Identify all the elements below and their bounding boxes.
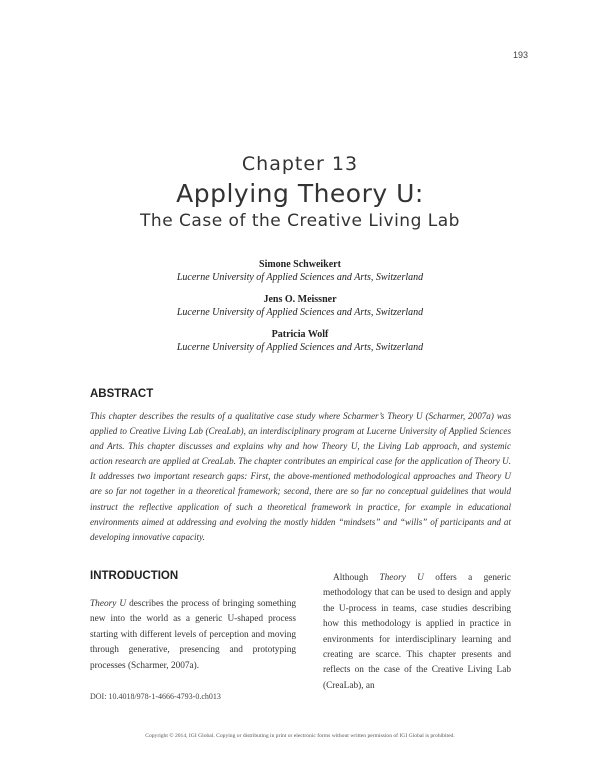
author-block (0, 293, 600, 319)
author-block (0, 328, 600, 354)
introduction-left-text: describes the process of bringing something new into the world as a generic U-shaped process starting with different levels of perception and moving through generative, presencing and prototyping processes (Scharmer, 2007a). (90, 599, 296, 671)
abstract-text: This chapter describes the results of a qualitative case study where Scharmer’s Theory U (Scharmer, 2007a) was applied to Creative Living Lab (CreaLab), an interdisciplinary program at Lucerne University of Applied Sciences and Arts. This chapter discusses and explains why and how Theory U, the Living Lab approach, and systemic action research are applied at CreaLab. The chapter contributes an empirical case for the application of Theory U. It addresses two important research gaps: First, the above-mentioned methodological approaches and Theory U are so far not together in a theoretical framework; second, there are so far no conceptual guidelines that would instruct the reflective application of such a theoretical framework in practice, for example in educational environments aimed at addressing and evolving the mostly hidden “mindsets” and “wills” of participants and at developing innovative capacity. (90, 411, 511, 542)
author-name: Jens O. Meissner (263, 294, 337, 305)
introduction-right-text: offers a generic methodology that can be used to design and apply the U-process in teams, case studies describing how this methodology is applied in practice in environments for interdisciplinary learning and creating are scarce. This chapter presents and reflects on the case of the Creative Living Lab (CreaLab), an (323, 573, 511, 691)
abstract-heading: ABSTRACT (90, 388, 154, 400)
introduction-right-prefix: Although (333, 573, 380, 583)
theory-u-emphasis: Theory U (90, 599, 127, 609)
author-name: Patricia Wolf (271, 329, 329, 340)
copyright-notice: Copyright © 2014, IGI Global. Copying or distributing in print or electronic forms without written permission of IGI Global is prohibited. (145, 733, 455, 739)
author-name: Simone Schweikert (259, 259, 341, 270)
chapter-label: Chapter 13 (241, 153, 359, 175)
author-affiliation: Lucerne University of Applied Sciences and Arts, Switzerland (176, 307, 424, 318)
chapter-title: Applying Theory U: (176, 179, 424, 208)
author-affiliation: Lucerne University of Applied Sciences and Arts, Switzerland (176, 272, 424, 283)
page-number: 193 (512, 50, 528, 60)
chapter-subtitle: The Case of the Creative Living Lab (140, 211, 460, 231)
author-block (0, 258, 600, 284)
introduction-left-column (90, 597, 296, 674)
author-list (0, 258, 600, 363)
introduction-heading: INTRODUCTION (90, 570, 179, 582)
theory-u-emphasis: Theory U (379, 573, 424, 583)
author-affiliation: Lucerne University of Applied Sciences and Arts, Switzerland (176, 342, 424, 353)
doi: DOI: 10.4018/978-1-4666-4793-0.ch013 (90, 692, 221, 701)
introduction-right-column (323, 571, 511, 694)
